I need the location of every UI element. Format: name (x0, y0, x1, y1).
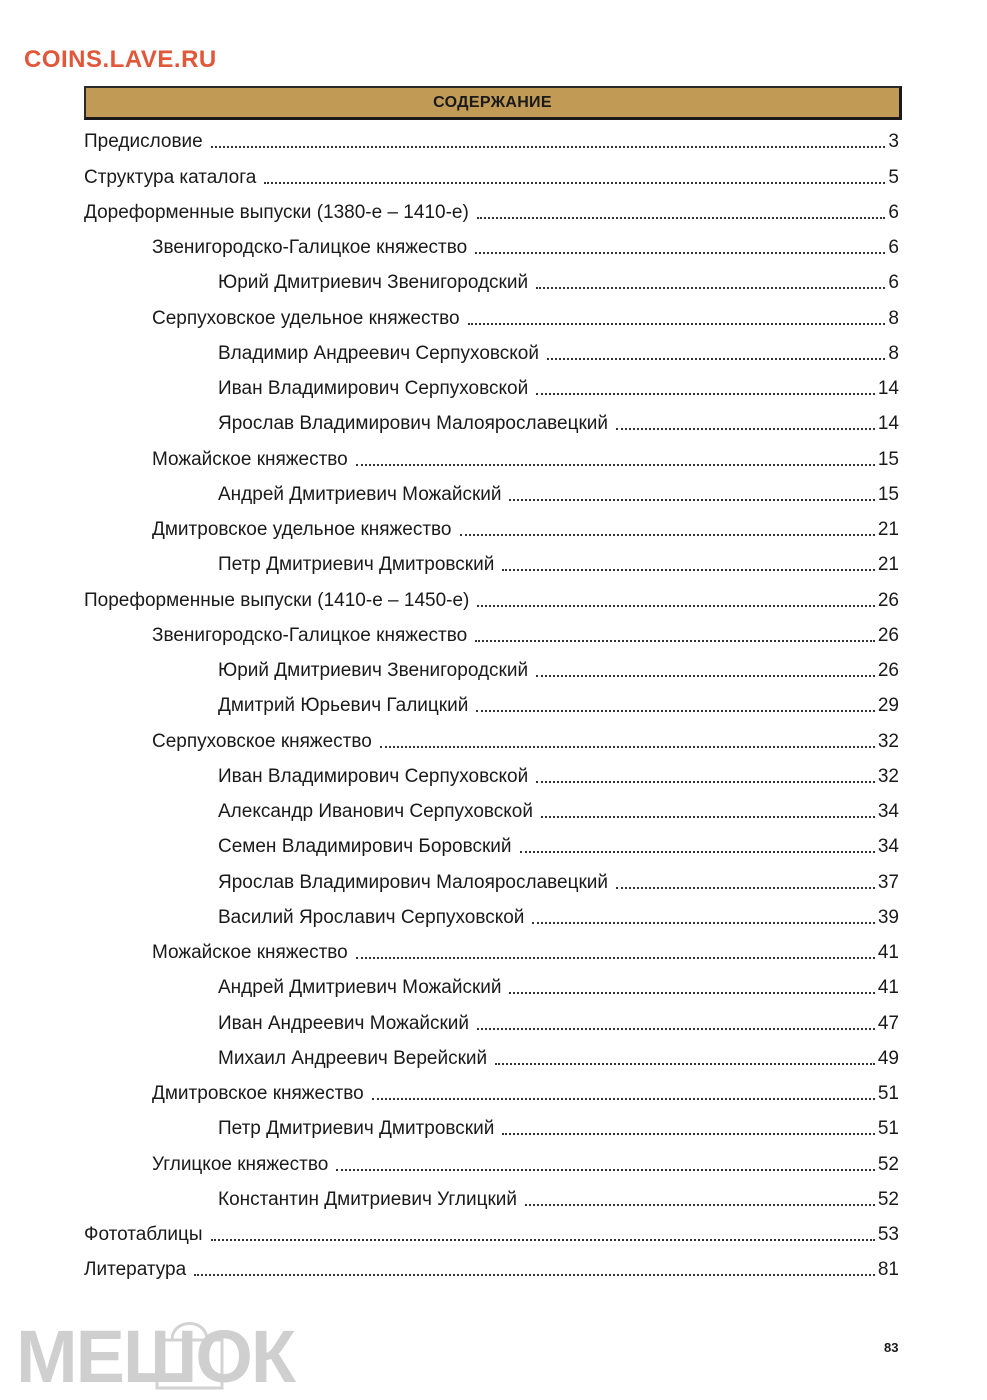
toc-entry (84, 263, 899, 298)
toc-entry-page: 39 (877, 906, 899, 928)
toc-entry-title: Иван Владимирович Серпуховской (218, 378, 529, 399)
toc-entry (84, 792, 899, 827)
toc-entry-title: Фототаблицы (84, 1224, 203, 1245)
toc-entry (84, 122, 899, 157)
toc-dot-leader (477, 216, 886, 219)
toc-entry-page: 8 (888, 342, 899, 364)
toc-entry (84, 968, 899, 1003)
toc-dot-leader (502, 568, 875, 571)
toc-entry-page: 32 (877, 730, 899, 752)
toc-entry-title: Иван Андреевич Можайский (218, 1012, 470, 1034)
toc-entry-page: 21 (877, 554, 899, 576)
toc-entry (84, 1180, 899, 1215)
toc-entry-page: 14 (877, 413, 899, 435)
toc-dot-leader (380, 745, 875, 748)
toc-dot-leader (475, 251, 885, 254)
toc-entry-page: 32 (877, 765, 899, 787)
meshok-logo-watermark (12, 1300, 332, 1390)
toc-entry-page: 26 (877, 660, 899, 681)
toc-entry-page: 6 (888, 201, 899, 223)
toc-entry-page: 47 (877, 1012, 899, 1034)
toc-entry-title: Предисловие (84, 131, 203, 153)
toc-entry (84, 1250, 899, 1285)
toc-entry-title: Семен Владимирович Боровский (218, 836, 512, 858)
toc-entry-page: 53 (877, 1224, 899, 1245)
toc-entry-page: 52 (877, 1188, 899, 1210)
toc-entry-title: Андрей Дмитриевич Можайский (218, 977, 502, 999)
toc-dot-leader (477, 1027, 875, 1030)
toc-entry (84, 933, 899, 968)
toc-entry (84, 651, 899, 686)
toc-entry-title: Можайское княжество (152, 448, 348, 470)
toc-entry-title: Ярослав Владимирович Малоярославецкий (218, 413, 609, 435)
toc-entry-page: 81 (877, 1259, 899, 1281)
toc-entry (84, 228, 899, 263)
toc-entry (84, 1039, 899, 1074)
toc-dot-leader (495, 1062, 875, 1065)
toc-entry (84, 616, 899, 651)
toc-dot-leader (477, 604, 874, 607)
toc-entry-title: Звенигородско-Галицкое княжество (152, 237, 468, 258)
toc-entry (84, 1215, 899, 1250)
toc-entry (84, 898, 899, 933)
toc-entry (84, 545, 899, 580)
toc-dot-leader (460, 533, 875, 536)
toc-dot-leader (211, 1238, 875, 1241)
toc-dot-leader (509, 498, 874, 501)
toc-dot-leader (536, 286, 885, 289)
table-of-contents (84, 122, 899, 1285)
toc-entry-page: 5 (888, 166, 899, 188)
toc-dot-leader (468, 322, 886, 325)
toc-entry-page: 8 (888, 307, 899, 329)
toc-entry-title: Василий Ярославич Серпуховской (218, 906, 525, 928)
toc-dot-leader (536, 392, 875, 395)
meshok-watermark-text: МЕШОК (16, 1315, 295, 1390)
toc-entry-page: 41 (877, 942, 899, 963)
toc-entry-page: 6 (888, 272, 899, 294)
toc-entry-page: 26 (877, 589, 899, 611)
toc-entry (84, 157, 899, 192)
toc-entry-page: 14 (877, 378, 899, 399)
toc-entry-title: Звенигородско-Галицкое княжество (152, 624, 468, 646)
toc-dot-leader (532, 921, 874, 924)
toc-entry-page: 51 (877, 1083, 899, 1104)
toc-entry (84, 439, 899, 474)
toc-entry (84, 404, 899, 439)
toc-dot-leader (194, 1273, 875, 1276)
toc-entry (84, 298, 899, 333)
toc-entry-page: 41 (877, 977, 899, 999)
toc-entry-title: Иван Владимирович Серпуховской (218, 765, 529, 787)
toc-dot-leader (356, 463, 875, 466)
toc-entry (84, 827, 899, 862)
toc-entry (84, 510, 899, 545)
toc-dot-leader (547, 357, 885, 360)
toc-dot-leader (336, 1168, 875, 1171)
toc-entry-title: Дореформенные выпуски (1380-е – 1410-е) (84, 201, 469, 223)
toc-entry (84, 1074, 899, 1109)
toc-entry-page: 15 (877, 448, 899, 470)
toc-entry (84, 757, 899, 792)
toc-entry-title: Ярослав Владимирович Малоярославецкий (218, 871, 609, 893)
toc-entry-title: Структура каталога (84, 166, 257, 188)
toc-entry-title: Константин Дмитриевич Углицкий (218, 1188, 517, 1210)
toc-entry-page: 52 (877, 1153, 899, 1175)
toc-dot-leader (525, 1203, 875, 1206)
toc-entry-page: 34 (877, 836, 899, 858)
toc-entry-title: Дмитрий Юрьевич Галицкий (218, 695, 469, 717)
toc-entry-title: Петр Дмитриевич Дмитровский (218, 1118, 495, 1140)
toc-entry-title: Дмитровское княжество (152, 1083, 364, 1104)
site-watermark: COINS.LAVE.RU (24, 46, 217, 73)
toc-entry-title: Серпуховское удельное княжество (152, 307, 460, 329)
toc-entry (84, 369, 899, 404)
toc-dot-leader (264, 181, 885, 184)
toc-dot-leader (211, 145, 886, 148)
toc-dot-leader (476, 709, 875, 712)
contents-header (84, 86, 902, 120)
toc-entry-page: 51 (877, 1118, 899, 1140)
page-number: 83 (884, 1340, 899, 1355)
toc-entry-title: Александр Иванович Серпуховской (218, 801, 533, 822)
toc-entry-page: 37 (877, 871, 899, 893)
toc-dot-leader (536, 674, 875, 677)
toc-entry (84, 334, 899, 369)
toc-dot-leader (356, 956, 875, 959)
toc-entry-page: 34 (877, 801, 899, 822)
toc-dot-leader (616, 427, 875, 430)
toc-entry-page: 6 (888, 237, 899, 258)
toc-entry (84, 580, 899, 615)
toc-entry-page: 15 (877, 483, 899, 505)
toc-entry (84, 193, 899, 228)
toc-entry (84, 1003, 899, 1038)
toc-entry-title: Михаил Андреевич Верейский (218, 1047, 488, 1069)
toc-entry (84, 862, 899, 897)
toc-dot-leader (616, 886, 875, 889)
toc-entry-title: Петр Дмитриевич Дмитровский (218, 554, 495, 576)
toc-entry-page: 3 (888, 131, 899, 153)
toc-entry-title: Пореформенные выпуски (1410-е – 1450-е) (84, 589, 470, 611)
toc-entry-title: Юрий Дмитриевич Звенигородский (218, 272, 529, 294)
toc-dot-leader (536, 780, 875, 783)
toc-entry-title: Андрей Дмитриевич Можайский (218, 483, 502, 505)
toc-entry-title: Литература (84, 1259, 187, 1281)
toc-entry-title: Юрий Дмитриевич Звенигородский (218, 660, 529, 681)
toc-entry (84, 1109, 899, 1144)
toc-dot-leader (372, 1097, 875, 1100)
toc-entry (84, 1144, 899, 1179)
toc-dot-leader (509, 991, 874, 994)
toc-entry-title: Владимир Андреевич Серпуховской (218, 342, 539, 364)
toc-entry (84, 475, 899, 510)
toc-dot-leader (520, 850, 875, 853)
toc-entry (84, 721, 899, 756)
toc-dot-leader (541, 815, 875, 818)
toc-entry-page: 21 (877, 519, 899, 540)
toc-entry-page: 29 (877, 695, 899, 717)
toc-entry-title: Серпуховское княжество (152, 730, 372, 752)
contents-title: СОДЕРЖАНИЕ (433, 93, 552, 111)
toc-entry-title: Дмитровское удельное княжество (152, 519, 452, 540)
toc-entry-page: 26 (877, 624, 899, 646)
toc-dot-leader (475, 639, 875, 642)
toc-entry-page: 49 (877, 1047, 899, 1069)
toc-entry (84, 686, 899, 721)
toc-entry-title: Углицкое княжество (152, 1153, 329, 1175)
toc-entry-title: Можайское княжество (152, 942, 348, 963)
toc-dot-leader (502, 1132, 875, 1135)
